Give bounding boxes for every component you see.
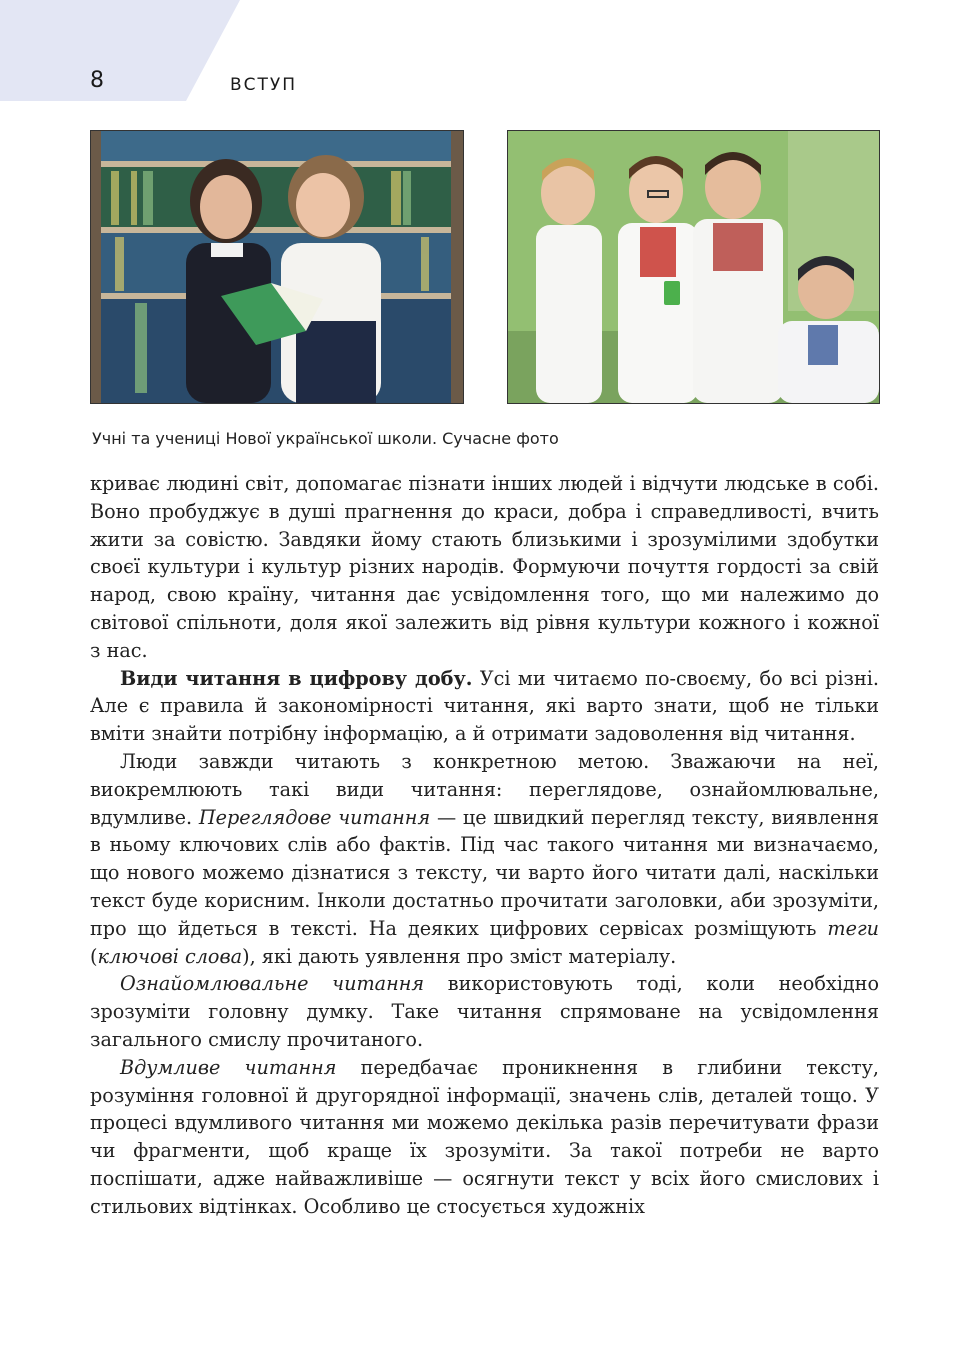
paragraph-2 [90,665,879,748]
photo-boys-with-phone [507,130,880,404]
term-skimming-reading: Переглядове читання [198,805,431,829]
term-keywords: ключові слова [97,944,243,968]
photo-girls-reading [90,130,464,404]
section-title: ВСТУП [230,75,298,95]
paragraph-3-body: — це швидкий перегляд тексту, виявлення в ньому ключових слів або фактів. Під час такого читання ми визначаємо, що нового можемо дізнатися з тексту, чи варто його читати далі, наскільки текст буде корисним. Інколи достатньо прочитати заголовки, аби зрозуміти, про що йдеться в тексті. На деяких цифрових сервісах розміщують [90,805,879,940]
page-number: 8 [90,68,104,93]
paragraph-4-text: використовують тоді, коли необхідно зрозуміти головну думку. Таке читання спрямоване на усвідомлення загального смислу прочитаного. [90,972,879,1051]
paragraph-3-end: ), які дають уявлення про зміст матеріалу. [242,944,677,968]
term-thoughtful-reading: Вдумливе читання [120,1055,337,1079]
paragraph-2-text: Усі ми читаємо по-своєму, бо всі різні. Але є правила й закономірності читання, які варто знати, щоб не тільки вміти знайти потрібну інформацію, а й отримати задоволення від читання. [90,666,879,746]
body-text [90,470,879,1221]
paragraph-3-paren-open: ( [90,944,98,968]
figure-caption: Учні та учениці Нової української школи. Сучасне фото [92,429,559,448]
paragraph-4 [90,970,879,1053]
term-familiarization-reading: Ознайомлювальне читання [120,972,425,996]
section-heading: Види читання в цифрову добу. [120,666,473,690]
paragraph-1: криває людині світ, допомагає пізнати інших людей і відчути людське в собі. Воно пробуджує в душі прагнення до краси, добра і справедливості, вчить жити за совістю. Завдяки йому стають близькими і зрозумілими здобутки своєї культури і культур різних народів. Формуючи почуття гордості за свій народ, свою країну, читання дає усвідомлення того, що ми належимо до світової спільноти, доля якої залежить від рівня культури кожного і кожної з нас. [90,472,879,662]
paragraph-3 [90,748,879,970]
paragraph-5 [90,1054,879,1221]
paragraph-5-text: передбачає проникнення в глибини тексту, розуміння головної й другорядної інформації, значень слів, деталей тощо. У процесі вдумливого читання ми можемо декілька разів перечитувати фрази чи фрагменти, щоб краще їх зрозуміти. За такої потреби не варто поспішати, адже найважливіше — осягнути текст у всіх його смислових і стильових відтінках. Особливо це стосується художніх [90,1055,880,1218]
term-tags: теги [827,916,879,940]
paragraph-3-intro: Люди завжди читають з конкретною метою. Зважаючи на неї, виокремлюють такі види читання: переглядове, ознайомлювальне, вдумливе. [90,749,879,829]
corner-tab-decoration [0,0,240,101]
